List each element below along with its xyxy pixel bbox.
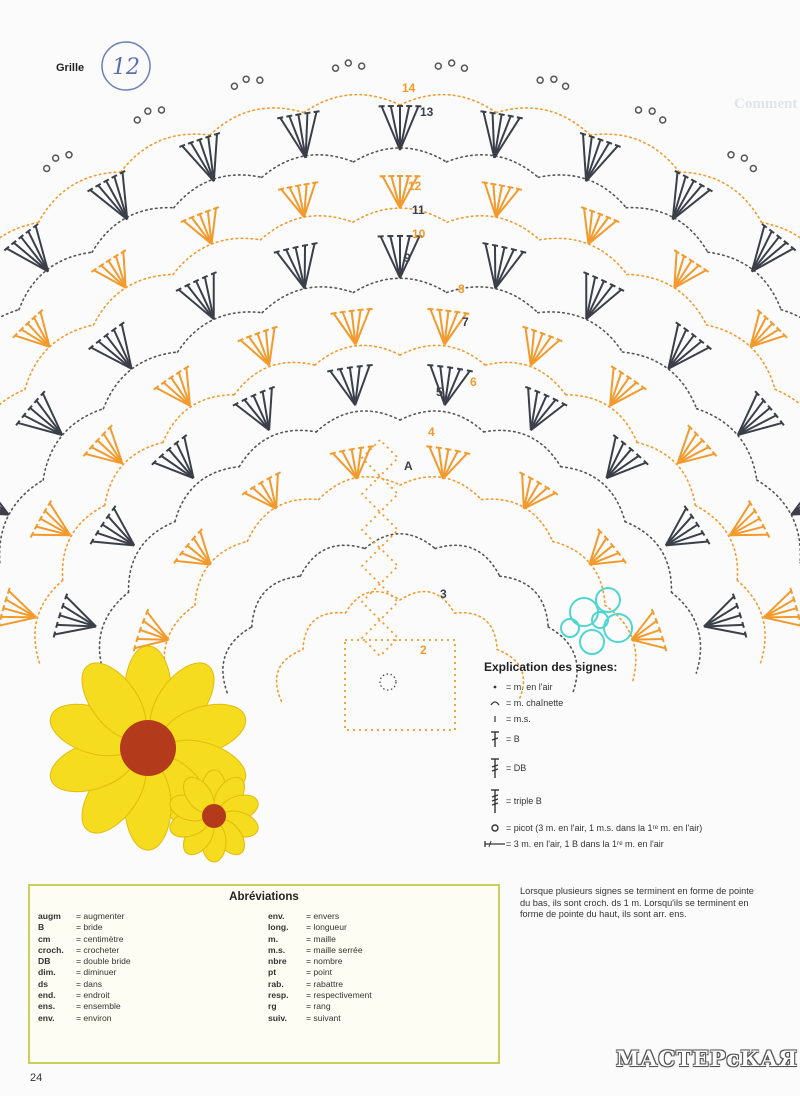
row-label: A: [404, 459, 413, 473]
decorative-flowers-illustration: [44, 646, 262, 862]
legend-item-treble-crochet: [484, 757, 784, 779]
abbreviation-meaning: = rabattre: [306, 978, 344, 989]
grid-label: Grille: [56, 62, 85, 74]
abbreviation-row: [268, 1013, 498, 1024]
abbreviation-meaning: = nombre: [306, 956, 343, 967]
abbreviation-row: [38, 979, 268, 990]
abbreviation-key: end.: [38, 990, 56, 1001]
abbreviation-row: [268, 967, 498, 978]
abbreviation-meaning: = longueur: [306, 922, 347, 933]
slip-stitch-icon: [484, 699, 506, 707]
abbreviation-row: [38, 967, 268, 978]
abbreviation-row: [268, 911, 498, 922]
abbreviation-key: rab.: [268, 978, 284, 989]
chain-ring: [0, 148, 800, 632]
row-label: 7: [462, 315, 469, 329]
row-label: 14: [402, 81, 416, 95]
abbreviation-key: long.: [268, 922, 289, 933]
abbreviation-key: ens.: [38, 1001, 56, 1012]
abbreviation-row: [38, 922, 268, 933]
abbreviation-meaning: = double bride: [76, 956, 131, 967]
abbreviation-row: [268, 922, 498, 933]
chain-ring: [164, 477, 636, 683]
abbreviation-row: [38, 990, 268, 1001]
row-label: 4: [428, 425, 435, 439]
abbreviation-key: suiv.: [268, 1012, 287, 1023]
symbols-legend: [484, 660, 784, 855]
abbreviation-meaning: = dans: [76, 978, 103, 989]
flower-center: [120, 720, 176, 776]
abbreviation-meaning: = environ: [76, 1012, 112, 1023]
legend-item-text: = DB: [506, 763, 527, 773]
chain-bridge-icon: [484, 839, 506, 849]
triple-treble-icon: [484, 788, 506, 814]
legend-item-text: = m.s.: [506, 714, 531, 724]
picot-icon: [484, 823, 506, 833]
abbreviation-row: [268, 956, 498, 967]
legend-title: Explication des signes:: [484, 660, 618, 674]
center-motif: [345, 440, 455, 730]
abbreviation-meaning: = envers: [306, 911, 340, 921]
row-label: 8: [458, 282, 465, 296]
abbreviation-key: m.: [268, 933, 279, 944]
legend-item-text: = picot (3 m. en l'air, 1 m.s. dans la 1ʳᵉ m. en l'air): [506, 823, 703, 833]
row-label: 12: [408, 179, 422, 193]
abbreviation-key: DB: [38, 956, 51, 967]
abbreviation-key: pt: [268, 967, 277, 978]
abbreviations-box: [28, 884, 500, 1064]
abbreviation-key: cm: [38, 933, 51, 944]
stitch-fan-ring: [0, 236, 800, 615]
chart-rings: [0, 60, 800, 730]
double-crochet-icon: [484, 730, 506, 748]
legend-item-slip: [484, 698, 784, 708]
legend-item-text: = m. chaînette: [506, 698, 564, 708]
abbreviation-row: [38, 956, 268, 967]
legend-item-picot: [484, 823, 784, 833]
abbreviation-key: nbre: [268, 956, 287, 967]
legend-note: Lorsque plusieurs signes se terminent en forme de pointe du bas, ils sont croch. ds 1 m. Lorsqu'ils se terminent en forme de pointe du haut, ils sont arr. ens.: [520, 886, 754, 919]
abbreviation-meaning: = point: [306, 967, 333, 978]
abbreviation-meaning: = ensemble: [76, 1001, 121, 1012]
row-label: 2: [420, 643, 427, 657]
row-label: 5: [436, 385, 443, 399]
abbreviation-key: rg: [268, 1001, 277, 1012]
abbreviation-key: augm: [38, 911, 61, 921]
chain-ring: [0, 278, 800, 652]
treble-crochet-icon: [484, 757, 506, 779]
abbreviation-key: B: [38, 922, 45, 933]
abbreviation-row: [38, 934, 268, 945]
abbreviations-left-column: [38, 911, 268, 1024]
legend-item-single-crochet: [484, 714, 784, 724]
abbreviation-row: [38, 945, 268, 956]
page-number: 24: [30, 1072, 43, 1084]
legend-item-text: = triple B: [506, 796, 542, 806]
legend-item-double-crochet: [484, 730, 784, 748]
abbreviation-row: [38, 1013, 268, 1024]
row-label: 9: [404, 251, 411, 265]
abbreviation-row: [268, 979, 498, 990]
abbreviation-row: [268, 934, 498, 945]
row-label: 6: [470, 375, 477, 389]
legend-item-chain-bridge: [484, 839, 784, 849]
abbreviation-meaning: = maille serrée: [306, 944, 363, 955]
abbreviation-meaning: = maille: [306, 933, 336, 944]
abbreviation-meaning: = crocheter: [76, 944, 120, 955]
chain-ring: [99, 411, 700, 673]
legend-item-text: = 3 m. en l'air, 1 B dans la 1ʳᵉ m. en l'air: [506, 839, 664, 849]
abbreviation-key: ds: [38, 978, 49, 989]
abbreviation-key: dim.: [38, 967, 56, 978]
abbreviation-meaning: = rang: [306, 1001, 331, 1012]
abbreviations-title: Abréviations: [229, 891, 299, 903]
legend-item-triple-treble: [484, 788, 784, 814]
row-label: 3: [440, 587, 447, 601]
abbreviation-meaning: = augmenter: [76, 911, 125, 921]
abbreviations-right-column: [268, 911, 498, 1024]
row-label: 10: [412, 227, 426, 241]
stitch-fan-ring: [134, 446, 667, 651]
chain-stitch-icon: [484, 683, 506, 691]
legend-item-text: = m. en l'air: [506, 682, 553, 692]
abbreviation-meaning: = endroit: [76, 990, 110, 1001]
abbreviation-meaning: = suivant: [306, 1012, 341, 1023]
abbreviation-key: croch.: [38, 944, 64, 955]
watermark: МАСТЕРсКАЯ: [616, 1046, 798, 1071]
abbreviation-meaning: = bride: [76, 922, 103, 933]
legend-item-chain: [484, 682, 784, 692]
row-label: 13: [420, 105, 434, 119]
abbreviation-meaning: = respectivement: [306, 990, 372, 1001]
handwritten-number-text: 12: [112, 55, 140, 80]
abbreviation-key: env.: [38, 1012, 55, 1023]
abbreviation-row: [268, 945, 498, 956]
abbreviation-key: resp.: [268, 990, 289, 1001]
abbreviation-row: [268, 990, 498, 1001]
background-text: Comment: [734, 96, 798, 112]
handwritten-number: [102, 42, 150, 90]
abbreviation-row: [38, 911, 268, 922]
abbreviation-meaning: = diminuer: [76, 967, 117, 978]
abbreviation-meaning: = centimètre: [76, 933, 124, 944]
flower-center: [202, 804, 226, 828]
abbreviation-row: [268, 1001, 498, 1012]
chain-ring: [35, 345, 765, 662]
abbreviation-key: m.s.: [268, 944, 286, 955]
cyan-sample-motif: [561, 588, 632, 654]
single-crochet-icon: [484, 715, 506, 723]
row-labels: [402, 81, 477, 657]
abbreviation-row: [38, 1001, 268, 1012]
abbreviation-key: env.: [268, 911, 285, 921]
stitch-fan-ring: [54, 365, 747, 637]
legend-item-text: = B: [506, 734, 520, 744]
row-label: 11: [412, 203, 425, 217]
